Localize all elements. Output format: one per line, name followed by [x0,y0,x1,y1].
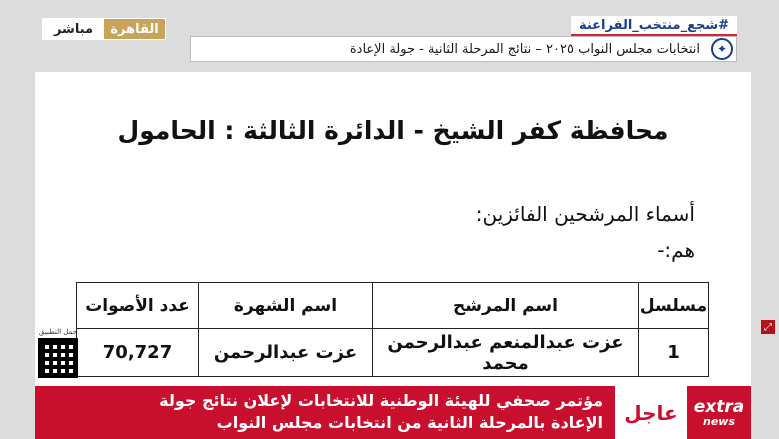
cell-serial: 1 [639,329,709,377]
ticker-line-2: الإعادة بالمرحلة الثانية من انتخابات مجلس النواب [216,413,603,432]
cell-fame-name: عزت عبدالرحمن [199,329,373,377]
results-table [76,282,709,377]
qr-code-icon [38,338,78,378]
cell-candidate-name: عزت عبدالمنعم عبدالرحمن محمد [373,329,639,377]
table-header-row [77,283,709,329]
urgent-label: عاجل [615,386,687,439]
they-are-label: هم:- [657,238,695,262]
qr-caption: حمل التطبيق [39,328,77,336]
results-document [35,72,751,392]
document-title: محافظة كفر الشيخ - الدائرة الثالثة : الحامول [117,116,669,145]
hashtag-banner: #شجع_منتخب_الفراعنة [571,16,737,36]
header-candidate-name: اسم المرشح [373,283,639,329]
expand-icon[interactable]: ⤢ [761,320,775,334]
live-word-label: مباشر [43,19,104,39]
channel-logo [687,386,751,439]
channel-logo-line-2: news [702,414,735,428]
ticker-line-1: مؤتمر صحفي للهيئة الوطنية للانتخابات لإعلان نتائج جولة [159,391,603,410]
program-subtitle: انتخابات مجلس النواب ٢٠٢٥ – نتائج المرحلة الثانية - جولة الإعادة [190,36,737,62]
live-badge [42,18,166,40]
live-city-label: القاهرة [104,19,165,39]
news-ticker [35,386,615,439]
channel-logo-line-1: extra [693,396,745,417]
header-votes: عدد الأصوات [77,283,199,329]
cell-votes: 70,727 [77,329,199,377]
emblem-icon: ✦ [711,38,733,60]
app-qr-block[interactable] [36,328,80,378]
header-fame-name: اسم الشهرة [199,283,373,329]
winners-heading: أسماء المرشحين الفائزين: [475,202,695,226]
header-serial: مسلسل [639,283,709,329]
table-row [77,329,709,377]
